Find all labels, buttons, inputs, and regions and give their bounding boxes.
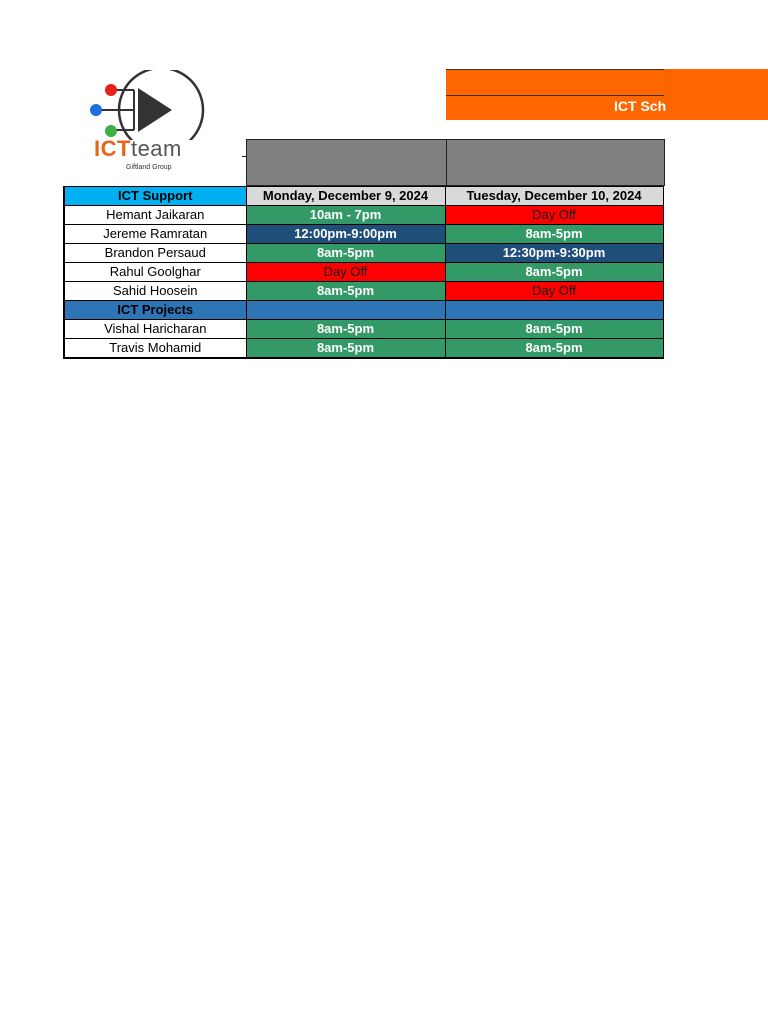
employee-name: Jereme Ramratan [64, 225, 246, 244]
shift-cell: 8am-5pm [246, 320, 445, 339]
employee-name: Travis Mohamid [64, 339, 246, 359]
group-header-projects: ICT Projects [64, 301, 246, 320]
group-header-row [64, 301, 663, 320]
circuit-logo-icon [64, 70, 240, 140]
gray-header-block-monday [246, 139, 447, 186]
logo-wordmark [94, 138, 182, 160]
shift-cell: 8am-5pm [445, 263, 663, 282]
shift-cell: 8am-5pm [246, 282, 445, 301]
table-header-row [64, 187, 663, 206]
column-header-tuesday: Tuesday, December 10, 2024 [445, 187, 663, 206]
schedule-title: ICT Sch [614, 98, 667, 114]
shift-cell: 12:30pm-9:30pm [445, 244, 663, 263]
table-row [64, 282, 663, 301]
employee-name: Vishal Haricharan [64, 320, 246, 339]
table-row [64, 225, 663, 244]
group-header-fill [246, 301, 445, 320]
gray-header-block-tuesday [446, 139, 665, 186]
table-row [64, 244, 663, 263]
employee-name: Sahid Hoosein [64, 282, 246, 301]
day-off-cell: Day Off [246, 263, 445, 282]
table-row [64, 339, 663, 359]
orange-banner-top [446, 69, 665, 96]
logo-ict-text: ICT [94, 136, 131, 161]
group-header-fill [445, 301, 663, 320]
shift-cell: 10am - 7pm [246, 206, 445, 225]
shift-cell: 8am-5pm [445, 225, 663, 244]
group-header-support: ICT Support [64, 187, 246, 206]
table-row [64, 263, 663, 282]
shift-cell: 8am-5pm [246, 339, 445, 359]
divider-tick [242, 156, 247, 157]
employee-name: Rahul Goolghar [64, 263, 246, 282]
day-off-cell: Day Off [445, 206, 663, 225]
day-off-cell: Day Off [445, 282, 663, 301]
table-row [64, 320, 663, 339]
ict-team-logo [64, 70, 240, 180]
logo-subtitle: Giftland Group [126, 164, 172, 171]
column-header-monday: Monday, December 9, 2024 [246, 187, 445, 206]
shift-cell: 8am-5pm [246, 244, 445, 263]
shift-cell: 8am-5pm [445, 339, 663, 359]
logo-team-text: team [130, 136, 182, 161]
shift-cell: 12:00pm-9:00pm [246, 225, 445, 244]
table-row [64, 206, 663, 225]
schedule-table [63, 186, 664, 359]
shift-cell: 8am-5pm [445, 320, 663, 339]
employee-name: Hemant Jaikaran [64, 206, 246, 225]
employee-name: Brandon Persaud [64, 244, 246, 263]
